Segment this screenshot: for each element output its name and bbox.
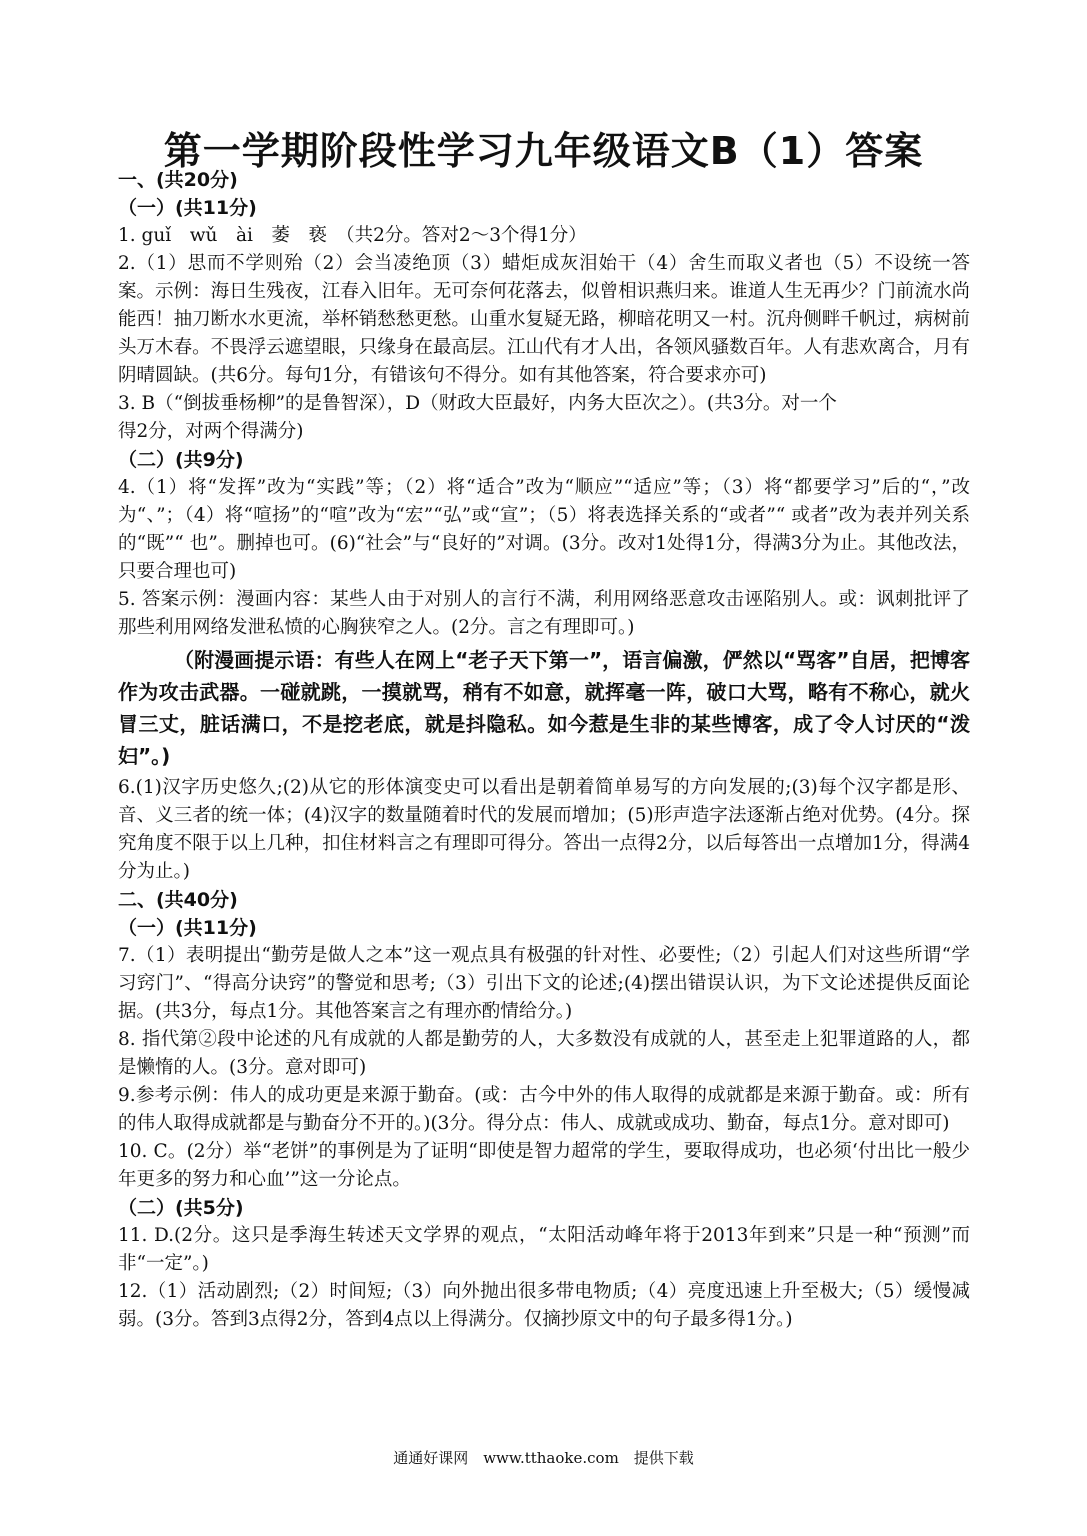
answer-q7: 7.（1）表明提出“勤劳是做人之本”这一观点具有极强的针对性、必要性;（2）引起人们对这些所谓“学习窍门”、“得高分诀窍”的警觉和思考;（3）引出下文的论述;(4)摆出错误认识，为下文论述提供反面论据。(共3分，每点1分。其他答案言之有理亦酌情给分。) <box>118 945 970 1022</box>
answer-q5: 5. 答案示例：漫画内容：某些人由于对别人的言行不满，利用网络恶意攻击诬陷别人。或：讽刺批评了那些利用网络发泄私愤的心胸狭窄之人。(2分。言之有理即可。) <box>118 589 970 638</box>
answer-q9: 9.参考示例：伟人的成功更是来源于勤奋。(或：古今中外的伟人取得的成就都是来源于勤奋。或：所有的伟人取得成就都是与勤奋分不开的。)(3分。得分点：伟人、成就或成功、勤奋，每点1分。意对即可) <box>118 1085 970 1134</box>
part-heading-1-2: （二）(共9分) <box>118 449 244 471</box>
page-footer: 通通好课网 www.tthaoke.com 提供下载 <box>393 1449 694 1467</box>
answer-q10: 10. C。(2分）举“老饼”的事例是为了证明“即使是智力超常的学生，要取得成功，也必须‘付出比一般少年更多的努力和心血’”这一分论点。 <box>118 1141 970 1190</box>
answer-q8: 8. 指代第②段中论述的凡有成就的人都是勤劳的人，大多数没有成就的人，甚至走上犯罪道路的人，都是懒惰的人。(3分。意对即可) <box>118 1029 970 1078</box>
answer-q12: 12.（1）活动剧烈;（2）时间短;（3）向外抛出很多带电物质;（4）亮度迅速上升至极大;（5）缓慢减弱。(3分。答到3点得2分，答到4点以上得满分。仅摘抄原文中的句子最多得1分。) <box>118 1281 970 1330</box>
answer-q6: 6.(1)汉字历史悠久;(2)从它的形体演变史可以看出是朝着简单易写的方向发展的;(3)每个汉字都是形、音、义三者的统一体；(4)汉字的数量随着时代的发展而增加；(5)形声造字法逐渐占绝对优势。(4分。探究角度不限于以上几种，扣住材料言之有理即可得分。答出一点得2分，以后每答出一点增加1分，得满4分为止。) <box>118 777 970 882</box>
answer-q4: 4.（1）将“发挥”改为“实践”等；（2）将“适合”改为“顺应”“适应”等；（3）将“都要学习”后的“，”改为“、”；（4）将“喧扬”的“喧”改为“宏”“弘”或“宣”；（5）将表选择关系的“或者”“ 或者”改为表并列关系的“既”“ 也”。删掉也可。(6)“社会”与“良好的”对调。(3分。改对1处得1分，得满3分为止。其他改法，只要合理也可) <box>118 477 970 582</box>
part-heading-2-2: （二）(共5分) <box>118 1197 244 1219</box>
answer-q2: 2.（1）思而不学则殆（2）会当凌绝顶（3）蜡炬成灰泪始干（4）舍生而取义者也（5）不设统一答案。示例：海日生残夜，江春入旧年。无可奈何花落去，似曾相识燕归来。谁道人生无再少？门前流水尚能西！抽刀断水水更流，举杯销愁愁更愁。山重水复疑无路，柳暗花明又一村。沉舟侧畔千帆过，病树前头万木春。不畏浮云遮望眼，只缘身在最高层。江山代有才人出，各领风骚数百年。人有悲欢离合，月有阴晴圆缺。(共6分。每句1分，有错该句不得分。如有其他答案，符合要求亦可) <box>118 253 970 386</box>
page-title: 第一学期阶段性学习九年级语文B（1）答案 <box>163 129 924 173</box>
answer-q3: 3. B（“倒拔垂杨柳”的是鲁智深），D（财政大臣最好，内务大臣次之）。(共3分。对一个 <box>118 393 837 414</box>
part-heading-2-1: （一）(共11分) <box>118 917 257 939</box>
answer-q3-continued: 得2分，对两个得满分) <box>118 421 304 442</box>
part-heading-1-1: （一）(共11分) <box>118 197 257 219</box>
answer-content <box>118 166 970 1334</box>
answer-q11: 11. D.(2分。这只是季海生转述天文学界的观点，“太阳活动峰年将于2013年到来”只是一种“预测”而非“一定”。) <box>118 1225 970 1274</box>
answer-q1: 1. guǐ wǔ ài 萎 亵 （共2分。答对2～3个得1分） <box>118 225 587 246</box>
section-heading-2: 二、(共40分) <box>118 889 238 911</box>
section-heading-1: 一、(共20分) <box>118 169 238 191</box>
cartoon-note: （附漫画提示语：有些人在网上“老子天下第一”，语言偏激，俨然以“骂客”自居，把博客作为攻击武器。一碰就跳，一摸就骂，稍有不如意，就挥毫一阵，破口大骂，略有不称心，就火冒三丈，脏话满口，不是挖老底，就是抖隐私。如今惹是生非的某些博客，成了令人讨厌的“泼妇”。) <box>118 648 970 768</box>
